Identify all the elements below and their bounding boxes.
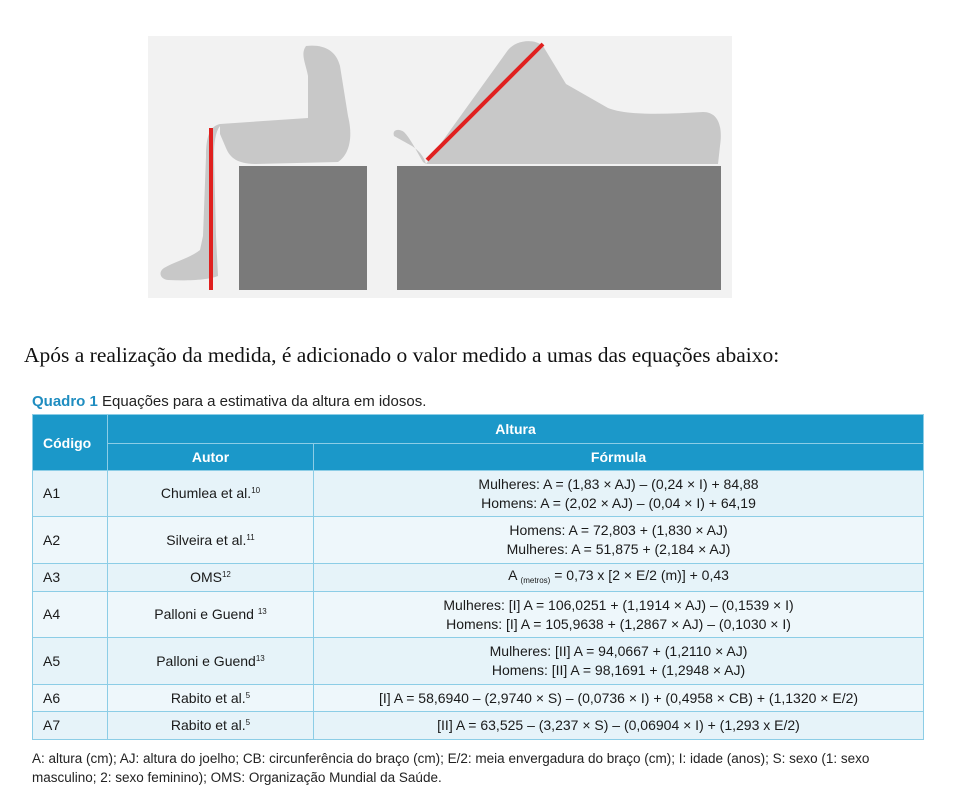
table-row: [33, 471, 924, 517]
row-author: Chumlea et al.$^{10}$: [108, 471, 314, 517]
knee-height-illustration: [148, 36, 732, 298]
row-author: OMS$^{12}$: [108, 564, 314, 592]
row-formula: Mulheres: [II] A = 94,0667 + (1,2110 × AJ) Homens: [II] A = 98,1691 + (1,2948 × AJ): [314, 638, 924, 685]
table-footnote: A: altura (cm); AJ: altura do joelho; CB: circunferência do braço (cm); E/2: meia envergadura do braço (cm); I: idade (anos); S: sexo (1: sexo masculino; 2: sexo feminino); OMS: Organização Mundial da Saúde.: [32, 751, 870, 785]
row-author: Rabito et al.$^5$: [108, 685, 314, 712]
table-row: [33, 685, 924, 712]
row-code: A2: [33, 517, 108, 564]
row-formula: Homens: A = 72,803 + (1,830 × AJ) Mulheres: A = 51,875 + (2,184 × AJ): [314, 517, 924, 564]
left-support-box: [239, 166, 367, 290]
row-formula: Mulheres: A = (1,83 × AJ) – (0,24 × I) + 84,88 Homens: A = (2,02 × AJ) – (0,04 × I) + 64,19: [314, 471, 924, 517]
knee-height-figure: [148, 36, 732, 298]
row-code: A7: [33, 712, 108, 740]
row-author: Palloni e Guend$^{13}$: [108, 638, 314, 685]
table-row: [33, 564, 924, 592]
header-formula: Fórmula: [314, 444, 924, 471]
right-support-box: [397, 166, 721, 290]
row-code: A5: [33, 638, 108, 685]
intro-text: Após a realização da medida, é adicionado o valor medido a umas das equações abaixo:: [24, 343, 780, 367]
row-code: A3: [33, 564, 108, 592]
table-row: [33, 592, 924, 638]
header-group-altura: Altura: [108, 415, 924, 444]
caption-label: Quadro 1: [32, 393, 98, 410]
row-author: Silveira et al.$^{11}$: [108, 517, 314, 564]
row-formula: [I] A = 58,6940 – (2,9740 × S) – (0,0736 × I) + (0,4958 × CB) + (1,1320 × E/2): [314, 685, 924, 712]
table-row: [33, 712, 924, 740]
header-author: Autor: [108, 444, 314, 471]
caption-text: Equações para a estimativa da altura em idosos.: [102, 393, 427, 410]
height-equations-table: [32, 414, 924, 740]
row-author: Palloni e Guend $^{13}$: [108, 592, 314, 638]
row-code: A4: [33, 592, 108, 638]
row-author: Rabito et al.$^5$: [108, 712, 314, 740]
row-code: A1: [33, 471, 108, 517]
table-caption: [32, 393, 426, 410]
table-row: [33, 638, 924, 685]
header-code: Código: [33, 415, 108, 471]
row-formula: Mulheres: [I] A = 106,0251 + (1,1914 × AJ) – (0,1539 × I) Homens: [I] A = 105,9638 + (1,2867 × AJ) – (0,1030 × I): [314, 592, 924, 638]
row-formula: [II] A = 63,525 – (3,237 × S) – (0,06904 × I) + (1,293 x E/2): [314, 712, 924, 740]
row-formula: A $_{(metros)}$ = 0,73 x [2 × E/2 (m)] + 0,43: [314, 564, 924, 592]
row-code: A6: [33, 685, 108, 712]
table-row: [33, 517, 924, 564]
